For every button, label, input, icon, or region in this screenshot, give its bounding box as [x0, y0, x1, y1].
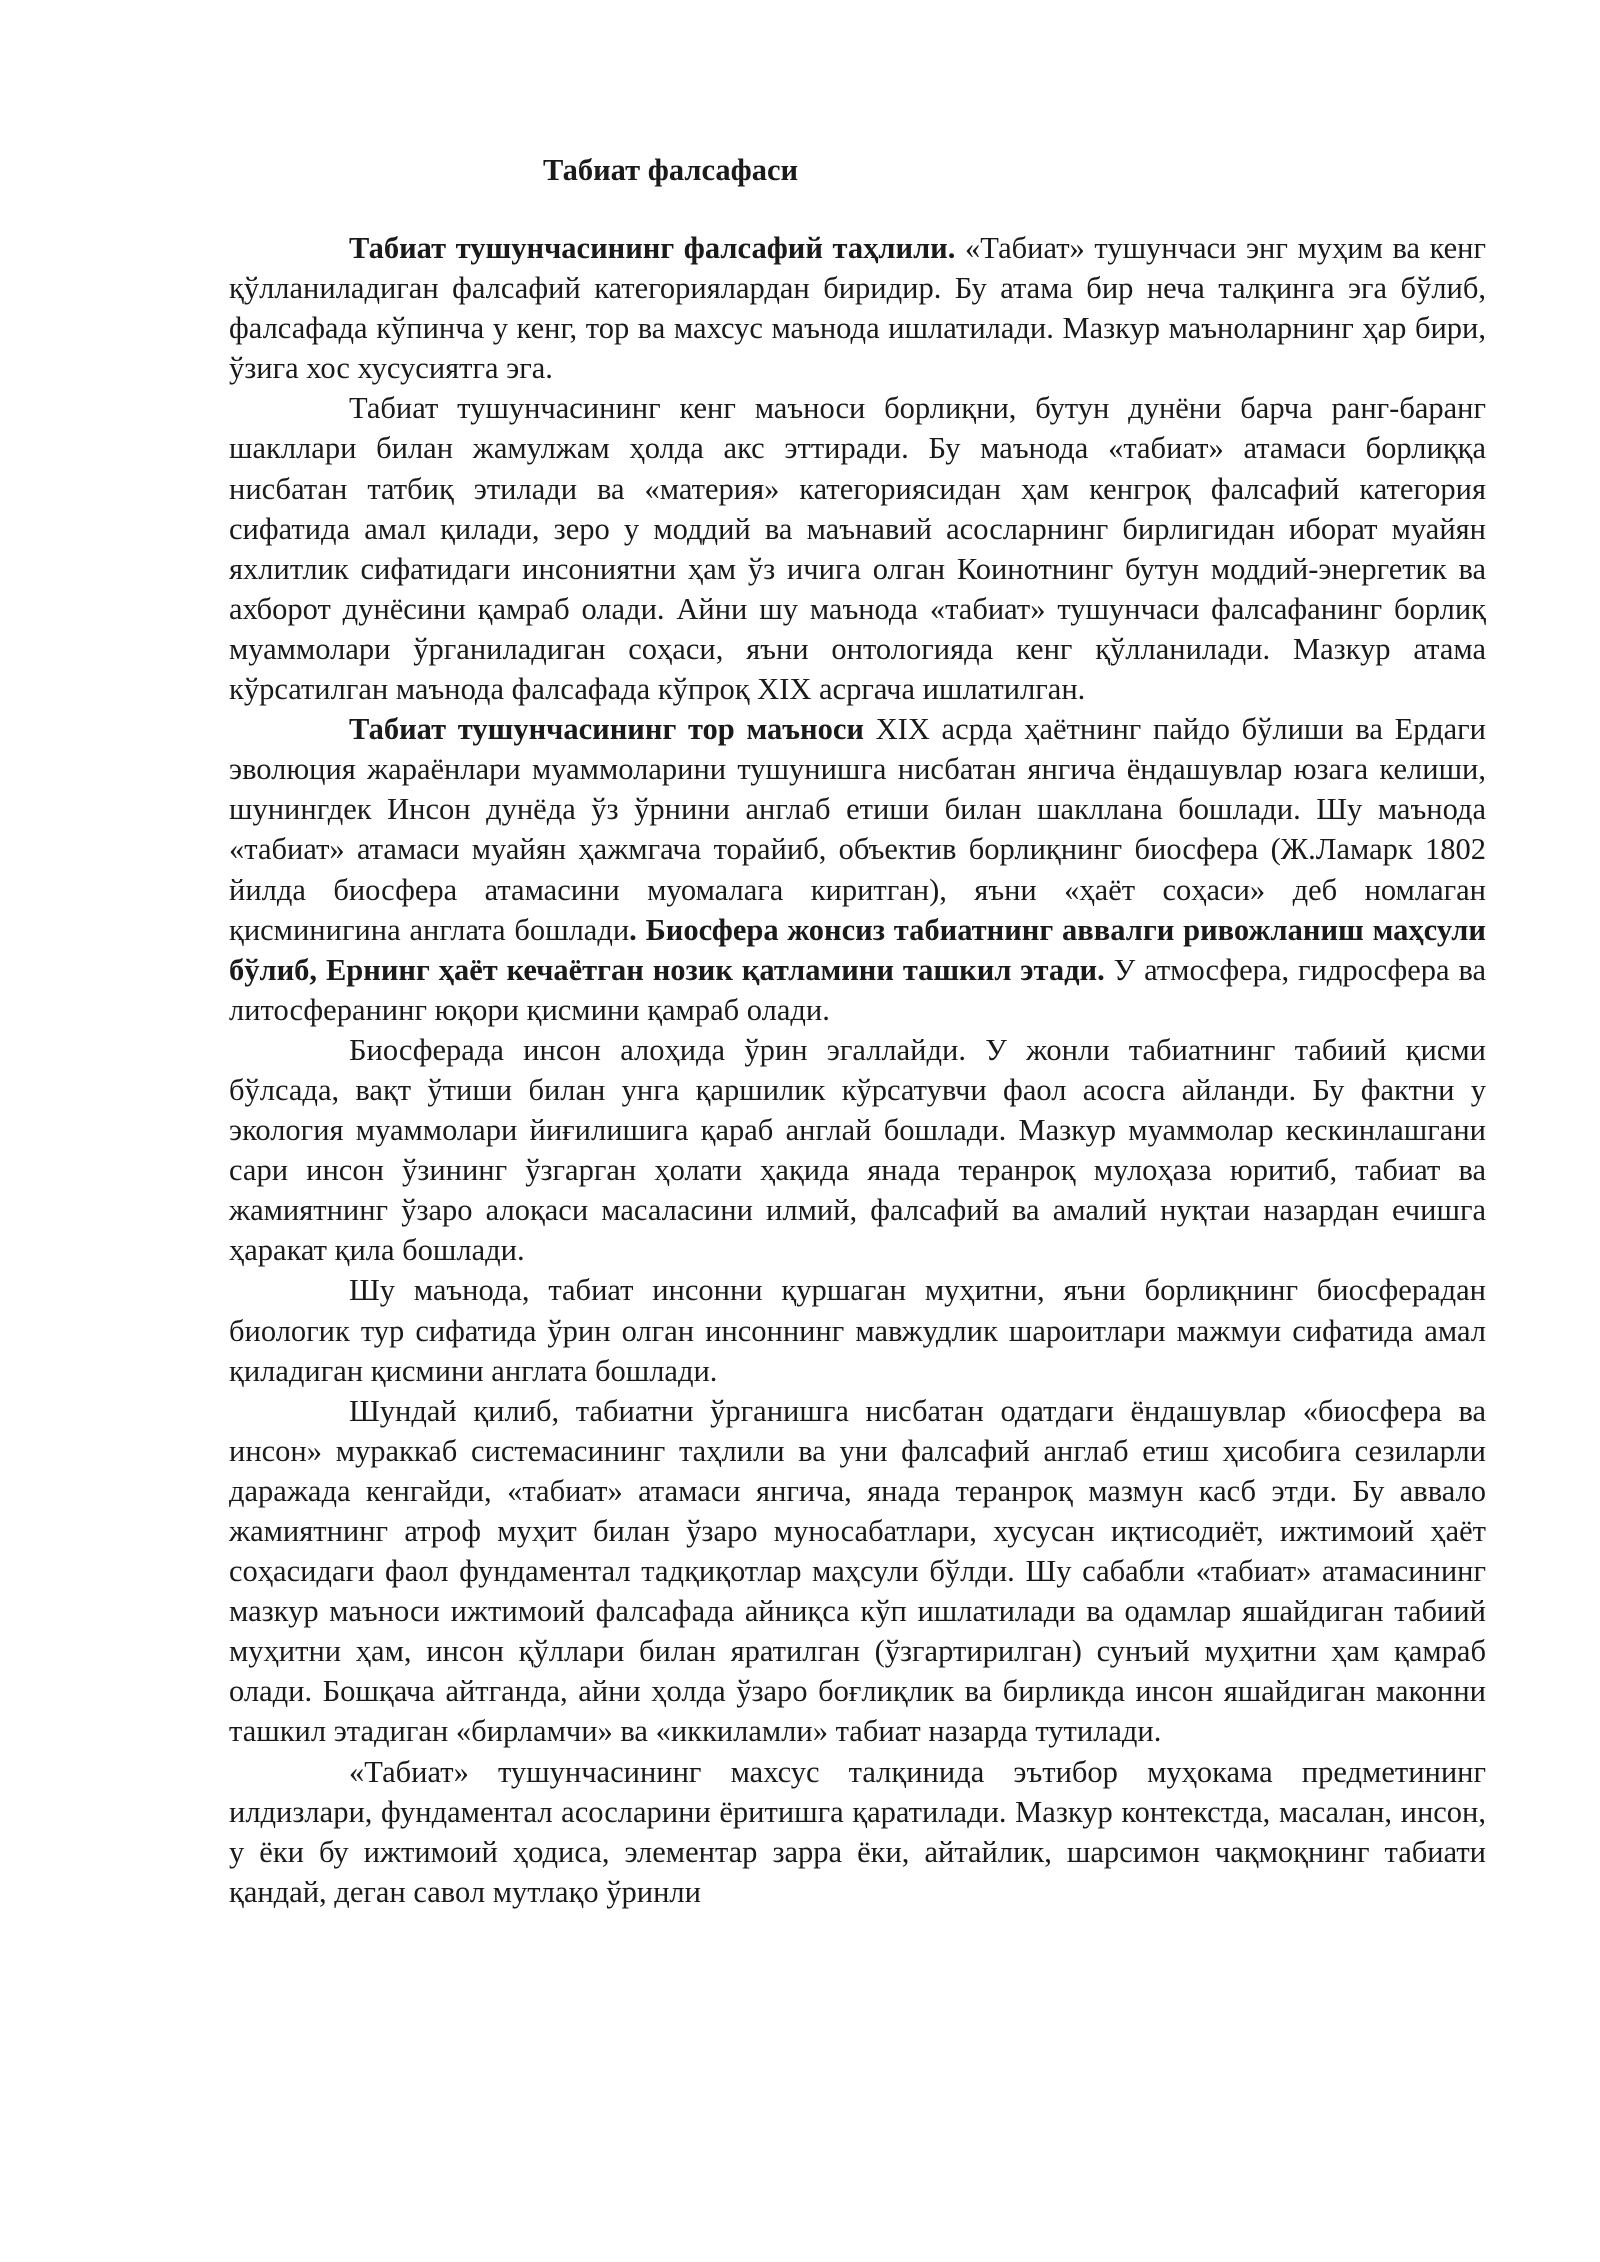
- paragraph: [229, 1270, 1486, 1390]
- document-title: Табиат фалсафаси: [543, 153, 799, 187]
- text-run: Биосферада инсон алоҳида ўрин эгаллайди. У жонли табиатнинг табиий қисми бўлсада, вақт ўтиши билан унга қаршилик кўрсатувчи фаол асосга айланди. Бу фактни у экология муаммолари йиғилишига қараб англай бошлади. Мазкур муаммолар кескинлашгани сари инсон ўзининг ўзгарган ҳолати ҳақида янада теранроқ мулоҳаза юритиб, табиат ва жамиятнинг ўзаро алоқаси масаласини илмий, фалсафий ва амалий нуқтаи назардан ечишга ҳаракат қила бошлади.: [229, 1032, 1486, 1268]
- paragraph: [229, 228, 1486, 388]
- text-run: «Табиат» тушунчасининг махсус талқинида эътибор муҳокама предметининг илдизлари, фундаментал асосларини ёритишга қаратилади. Мазкур контекстда, масалан, инсон, у ёки бу ижтимоий ҳодиса, элементар зарра ёки, айтайлик, шарсимон чақмоқнинг табиати қандай, деган савол мутлақо ўринли: [229, 1754, 1486, 1909]
- paragraph: [229, 388, 1486, 709]
- text-run: У атмосфера, гидросфера ва литосферанинг юқори қисмини қамраб олади.: [229, 952, 1486, 1027]
- text-run: «Табиат» тушунчаси энг муҳим ва кенг қўлланиладиган фалсафий категориялардан биридир. Бу атама бир неча талқинга эга бўлиб, фалсафада кўпинча у кенг, тор ва махсус маънода ишлатилади. Мазкур маъноларнинг ҳар бири, ўзига хос хусусиятга эга.: [229, 231, 1487, 386]
- bold-text-run: Табиат тушунчасининг тор маъноси: [349, 712, 864, 747]
- text-run: Шундай қилиб, табиатни ўрганишга нисбатан одатдаги ёндашувлар «биосфера ва инсон» мураккаб системасининг таҳлили ва уни фалсафий англаб етиш ҳисобига сезиларли даражада кенгайди, «табиат» атамаси янгича, янада теранроқ мазмун касб этди. Бу аввало жамиятнинг атроф муҳит билан ўзаро муносабатлари, хусусан иқтисодиёт, ижтимоий ҳаёт соҳасидаги фаол фундаментал тадқиқотлар маҳсули бўлди. Шу сабабли «табиат» атамасининг мазкур маъноси ижтимоий фалсафада айниқса кўп ишлатилади ва одамлар яшайдиган табиий муҳитни ҳам, инсон қўллари билан яратилган (ўзгартирилган) сунъий муҳитни ҳам қамраб олади. Бошқача айтганда, айни ҳолда ўзаро боғлиқлик ва бирликда инсон яшайдиган маконни ташкил этадиган «бирламчи» ва «иккиламли» табиат назарда тутилади.: [229, 1393, 1486, 1749]
- text-run: Шу маънода, табиат инсонни қуршаган муҳитни, яъни борлиқнинг биосферадан биологик тур сифатида ўрин олган инсоннинг мавжудлик шароитлари мажмуи сифатида амал қиладиган қисмини англата бошлади.: [229, 1273, 1486, 1388]
- document-body: [229, 228, 1486, 1912]
- bold-text-run: . Биосфера жонсиз табиатнинг аввалги ривожланиш маҳсули бўлиб, Ернинг ҳаёт кечаётган нозик қатламини ташкил этади.: [229, 912, 1486, 987]
- paragraph: [229, 1030, 1486, 1271]
- paragraph: [229, 1752, 1486, 1912]
- paragraph: [229, 1391, 1486, 1752]
- bold-text-run: Табиат тушунчасининг фалсафий таҳлили.: [349, 231, 956, 265]
- text-run: Табиат тушунчасининг кенг маъноси борлиқни, бутун дунёни барча ранг-баранг шакллари билан жамулжам ҳолда акс эттиради. Бу маънода «табиат» атамаси борлиққа нисбатан татбиқ этилади ва «материя» категориясидан ҳам кенгроқ фалсафий категория сифатида амал қилади, зеро у моддий ва маънавий асосларнинг бирлигидан иборат муайян яхлитлик сифатидаги инсониятни ҳам ўз ичига олган Коинотнинг бутун моддий-энергетик ва ахборот дунёсини қамраб олади. Айни шу маънода «табиат» тушунчаси фалсафанинг борлиқ муаммолари ўрганиладиган соҳаси, яъни онтологияда кенг қўлланилади. Мазкур атама кўрсатилган маънода фалсафада кўпроқ XIX асргача ишлатилган.: [229, 391, 1486, 707]
- paragraph: [229, 709, 1486, 1030]
- text-run: XIX асрда ҳаётнинг пайдо бўлиши ва Ердаги эволюция жараёнлари муаммоларини тушунишга нисбатан янгича ёндашувлар юзага келиши, шунингдек Инсон дунёда ўз ўрнини англаб етиши билан шакллана бошлади. Шу маънода «табиат» атамаси муайян ҳажмгача торайиб, объектив борлиқнинг биосфера (Ж.Ламарк 1802 йилда биосфера атамасини муомалага киритган), яъни «ҳаёт соҳаси» деб номлаган қисминигина англата бошлади: [229, 712, 1486, 947]
- document-page: [229, 150, 1486, 1912]
